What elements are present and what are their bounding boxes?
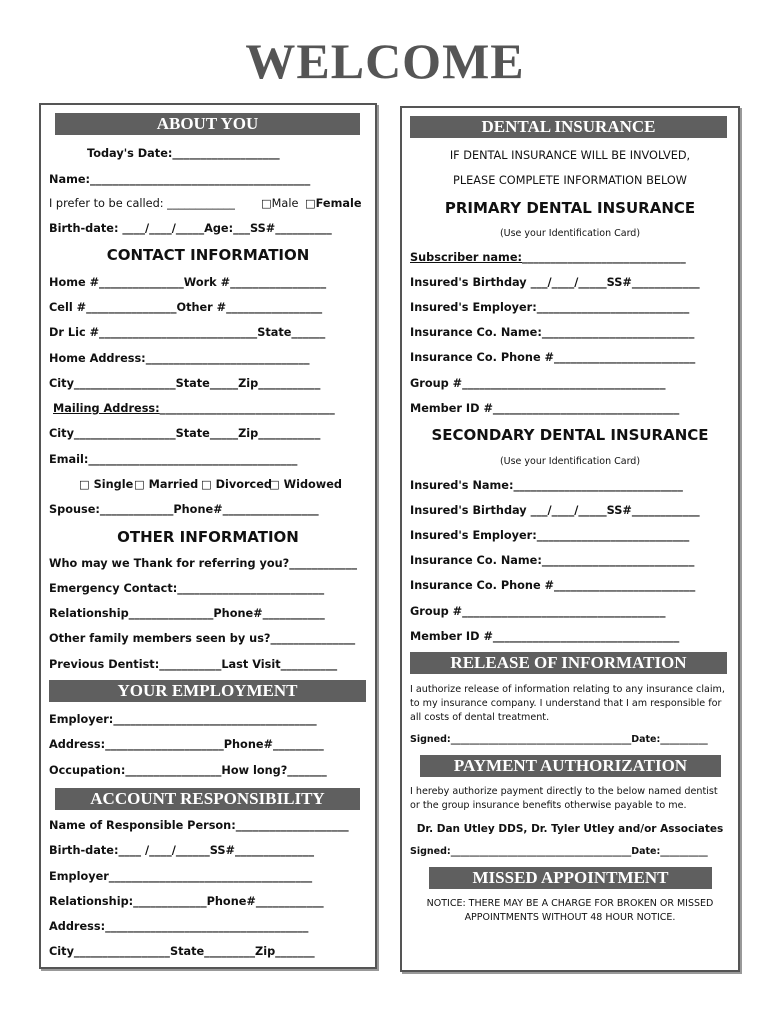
single-checkbox[interactable]: □ Single [79, 478, 134, 491]
city-state-zip-field[interactable]: City__________________State_____Zip___________ [49, 377, 321, 390]
responsible-city-field[interactable]: City_________________State_________Zip_______ [49, 945, 315, 958]
mailing-address-label: Mailing Address: [53, 402, 160, 415]
home-phone-field[interactable]: Home #_______________Work #_________________ [49, 276, 327, 289]
occupation-field[interactable]: Occupation:_________________How long?_______ [49, 764, 327, 777]
emergency-relationship-field[interactable]: Relationship_______________Phone#___________ [49, 607, 325, 620]
email-field[interactable]: Email:_____________________________________ [49, 453, 298, 466]
insurance-phone-field[interactable]: Insurance Co. Phone #_________________________ [410, 351, 696, 364]
primary-insurance-heading: PRIMARY DENTAL INSURANCE [444, 199, 696, 217]
male-checkbox[interactable]: □Male [261, 197, 299, 210]
subscriber-name-field[interactable] [410, 251, 686, 265]
mailing-city-state-zip-field[interactable]: City__________________State_____Zip___________ [49, 427, 321, 440]
about-you-heading: ABOUT YOU [55, 113, 360, 135]
contact-info-heading: CONTACT INFORMATION [106, 246, 310, 264]
payment-text: I hereby authorize payment directly to the below named dentist or the group insurance benefits otherwise payable to me. [410, 786, 718, 811]
secondary-group-field[interactable]: Group #____________________________________ [410, 605, 666, 618]
responsible-relationship-field[interactable]: Relationship:_____________Phone#____________ [49, 895, 324, 908]
payment-signature-field[interactable]: Signed:______________________________________Date:__________ [410, 846, 708, 857]
subscriber-name-label: Subscriber name: [410, 251, 522, 264]
subscriber-name-line: _____________________________ [522, 251, 686, 264]
missed-notice-line1: NOTICE: THERE MAY BE A CHARGE FOR BROKEN OR MISSED [426, 898, 714, 909]
insurance-company-field[interactable]: Insurance Co. Name:___________________________ [410, 326, 695, 339]
secondary-member-id-field[interactable]: Member ID #_________________________________ [410, 630, 680, 643]
member-id-field[interactable]: Member ID #_________________________________ [410, 402, 680, 415]
use-card-note-secondary: (Use your Identification Card) [499, 456, 641, 467]
spouse-field[interactable]: Spouse:_____________Phone#_________________ [49, 503, 319, 516]
secondary-insured-name-field[interactable]: Insured's Name:______________________________ [410, 479, 683, 492]
mailing-address-line: _______________________________ [159, 402, 335, 415]
dental-insurance-heading: DENTAL INSURANCE [410, 116, 727, 138]
missed-appointment-heading: MISSED APPOINTMENT [429, 867, 712, 889]
missed-notice-line2: APPOINTMENTS WITHOUT 48 HOUR NOTICE. [464, 912, 676, 923]
responsible-person-field[interactable]: Name of Responsible Person:____________________ [49, 819, 349, 832]
release-text: I authorize release of information relating to any insurance claim, to my insurance company. I understand that I am responsible for all costs of dental treatment. [410, 684, 725, 723]
preferred-name-field[interactable]: I prefer to be called: ____________ [49, 197, 235, 210]
responsible-employer-field[interactable]: Employer____________________________________ [49, 870, 313, 883]
cell-phone-field[interactable]: Cell #________________Other #_________________ [49, 301, 323, 314]
release-signature-field[interactable]: Signed:______________________________________Date:__________ [410, 734, 708, 745]
use-card-note: (Use your Identification Card) [499, 228, 641, 239]
emergency-contact-field[interactable]: Emergency Contact:__________________________ [49, 582, 325, 595]
employment-heading: YOUR EMPLOYMENT [49, 680, 366, 702]
other-info-heading: OTHER INFORMATION [117, 528, 299, 546]
payment-authorization-heading: PAYMENT AUTHORIZATION [420, 755, 721, 777]
insured-birthday-field[interactable]: Insured's Birthday ___/____/_____SS#____________ [410, 276, 700, 289]
group-number-field[interactable]: Group #____________________________________ [410, 377, 666, 390]
insurance-intro-line1: IF DENTAL INSURANCE WILL BE INVOLVED, [449, 149, 691, 162]
page-title: WELCOME [245, 33, 525, 89]
widowed-checkbox[interactable]: □ Widowed [269, 478, 342, 491]
previous-dentist-field[interactable]: Previous Dentist:___________Last Visit__________ [49, 658, 338, 671]
birth-date-field[interactable]: Birth-date: ____/____/_____Age:___SS#__________ [49, 222, 332, 235]
release-info-heading: RELEASE OF INFORMATION [410, 652, 727, 674]
referral-field[interactable]: Who may we Thank for referring you?____________ [49, 557, 357, 570]
responsible-birth-date-field[interactable]: Birth-date:____ /____/______SS#______________ [49, 844, 315, 857]
responsible-address-field[interactable]: Address:____________________________________ [49, 920, 309, 933]
secondary-insurance-phone-field[interactable]: Insurance Co. Phone #_________________________ [410, 579, 696, 592]
name-field[interactable]: Name:_______________________________________ [49, 173, 311, 186]
employer-field[interactable]: Employer:____________________________________ [49, 713, 317, 726]
secondary-insured-employer-field[interactable]: Insured's Employer:___________________________ [410, 529, 690, 542]
dentist-names: Dr. Dan Utley DDS, Dr. Tyler Utley and/or Associates [416, 823, 724, 835]
employer-address-field[interactable]: Address:_____________________Phone#_________ [49, 738, 324, 751]
family-members-field[interactable]: Other family members seen by us?_______________ [49, 632, 356, 645]
secondary-insured-birthday-field[interactable]: Insured's Birthday ___/____/_____SS#____________ [410, 504, 700, 517]
secondary-insurance-company-field[interactable]: Insurance Co. Name:___________________________ [410, 554, 695, 567]
insured-employer-field[interactable]: Insured's Employer:___________________________ [410, 301, 690, 314]
drivers-license-field[interactable]: Dr Lic #____________________________State______ [49, 326, 326, 339]
insurance-panel [400, 106, 740, 972]
divorced-checkbox[interactable]: □ Divorced [201, 478, 272, 491]
female-checkbox[interactable]: □Female [305, 197, 362, 210]
insurance-intro-line2: PLEASE COMPLETE INFORMATION BELOW [453, 174, 687, 187]
todays-date-field[interactable]: Today's Date:___________________ [87, 147, 280, 160]
account-responsibility-heading: ACCOUNT RESPONSIBILITY [55, 788, 360, 810]
married-checkbox[interactable]: □ Married [134, 478, 199, 491]
home-address-field[interactable]: Home Address:_____________________________ [49, 352, 310, 365]
patient-info-panel [39, 103, 377, 969]
secondary-insurance-heading: SECONDARY DENTAL INSURANCE [431, 426, 709, 444]
mailing-address-field[interactable] [53, 402, 335, 416]
